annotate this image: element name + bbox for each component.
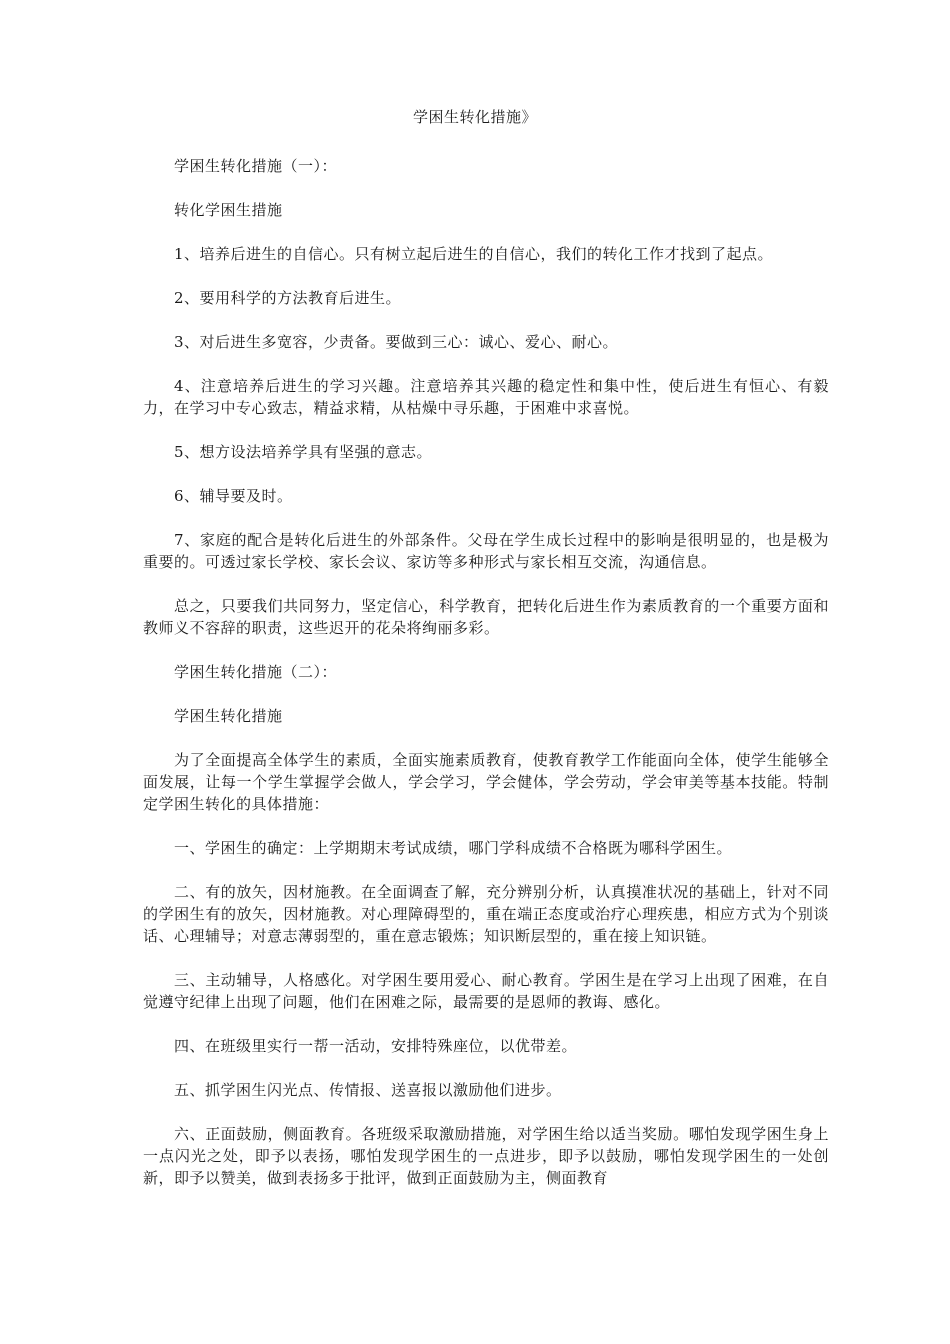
- paragraph: 5、想方设法培养学具有坚强的意志。: [174, 443, 433, 461]
- paragraph: 2、要用科学的方法教育后进生。: [174, 289, 402, 307]
- paragraph: 6、辅导要及时。: [174, 487, 293, 505]
- paragraph: 4、注意培养后进生的学习兴趣。注意培养其兴趣的稳定性和集中性，使后进生有恒心、有毅力，在学习中专心致志，精益求精，从枯燥中寻乐趣，于困难中求喜悦。: [143, 377, 829, 417]
- paragraph: 3、对后进生多宽容，少责备。要做到三心：诚心、爱心、耐心。: [174, 333, 619, 351]
- section-heading-1: 学困生转化措施（一）：: [174, 157, 338, 175]
- section-heading-2: 学困生转化措施（二）：: [174, 663, 338, 681]
- paragraph: 五、抓学困生闪光点、传情报、送喜报以激励他们进步。: [174, 1081, 562, 1099]
- subheading-2: 学困生转化措施: [174, 707, 283, 725]
- paragraph: 一、学困生的确定：上学期期末考试成绩，哪门学科成绩不合格既为哪科学困生。: [174, 839, 733, 857]
- paragraph: 四、在班级里实行一帮一活动，安排特殊座位，以优带差。: [174, 1037, 578, 1055]
- paragraph: 1、培养后进生的自信心。只有树立起后进生的自信心，我们的转化工作才找到了起点。: [174, 245, 774, 263]
- subheading-1: 转化学困生措施: [174, 201, 283, 219]
- paragraph: 六、正面鼓励，侧面教育。各班级采取激励措施，对学困生给以适当奖励。哪怕发现学困生身上一点闪光之处，即予以表扬，哪怕发现学困生的一点进步，即予以鼓励，哪怕发现学困生的一处创新，即予以赞美，做到表扬多于批评，做到正面鼓励为主，侧面教育: [143, 1125, 829, 1187]
- paragraph: 7、家庭的配合是转化后进生的外部条件。父母在学生成长过程中的影响是很明显的，也是极为重要的。可透过家长学校、家长会议、家访等多种形式与家长相互交流，沟通信息。: [143, 531, 829, 571]
- document-title: 学困生转化措施》: [412, 108, 537, 126]
- paragraph: 为了全面提高全体学生的素质，全面实施素质教育，使教育教学工作能面向全体，使学生能够全面发展，让每一个学生掌握学会做人，学会学习，学会健体，学会劳动，学会审美等基本技能。特制定学困生转化的具体措施：: [143, 751, 829, 813]
- paragraph: 三、主动辅导，人格感化。对学困生要用爱心、耐心教育。学困生是在学习上出现了困难，在自觉遵守纪律上出现了问题，他们在困难之际，最需要的是恩师的教诲、感化。: [143, 971, 829, 1011]
- paragraph: 二、有的放矢，因材施教。在全面调查了解，充分辨别分析，认真摸准状况的基础上，针对不同的学困生有的放矢，因材施教。对心理障碍型的，重在端正态度或治疗心理疾患，相应方式为个别谈话、心理辅导；对意志薄弱型的，重在意志锻炼；知识断层型的，重在接上知识链。: [143, 883, 829, 945]
- paragraph: 总之，只要我们共同努力，坚定信心，科学教育，把转化后进生作为素质教育的一个重要方面和教师义不容辞的职责，这些迟开的花朵将绚丽多彩。: [143, 597, 829, 637]
- document-body: [143, 155, 829, 1211]
